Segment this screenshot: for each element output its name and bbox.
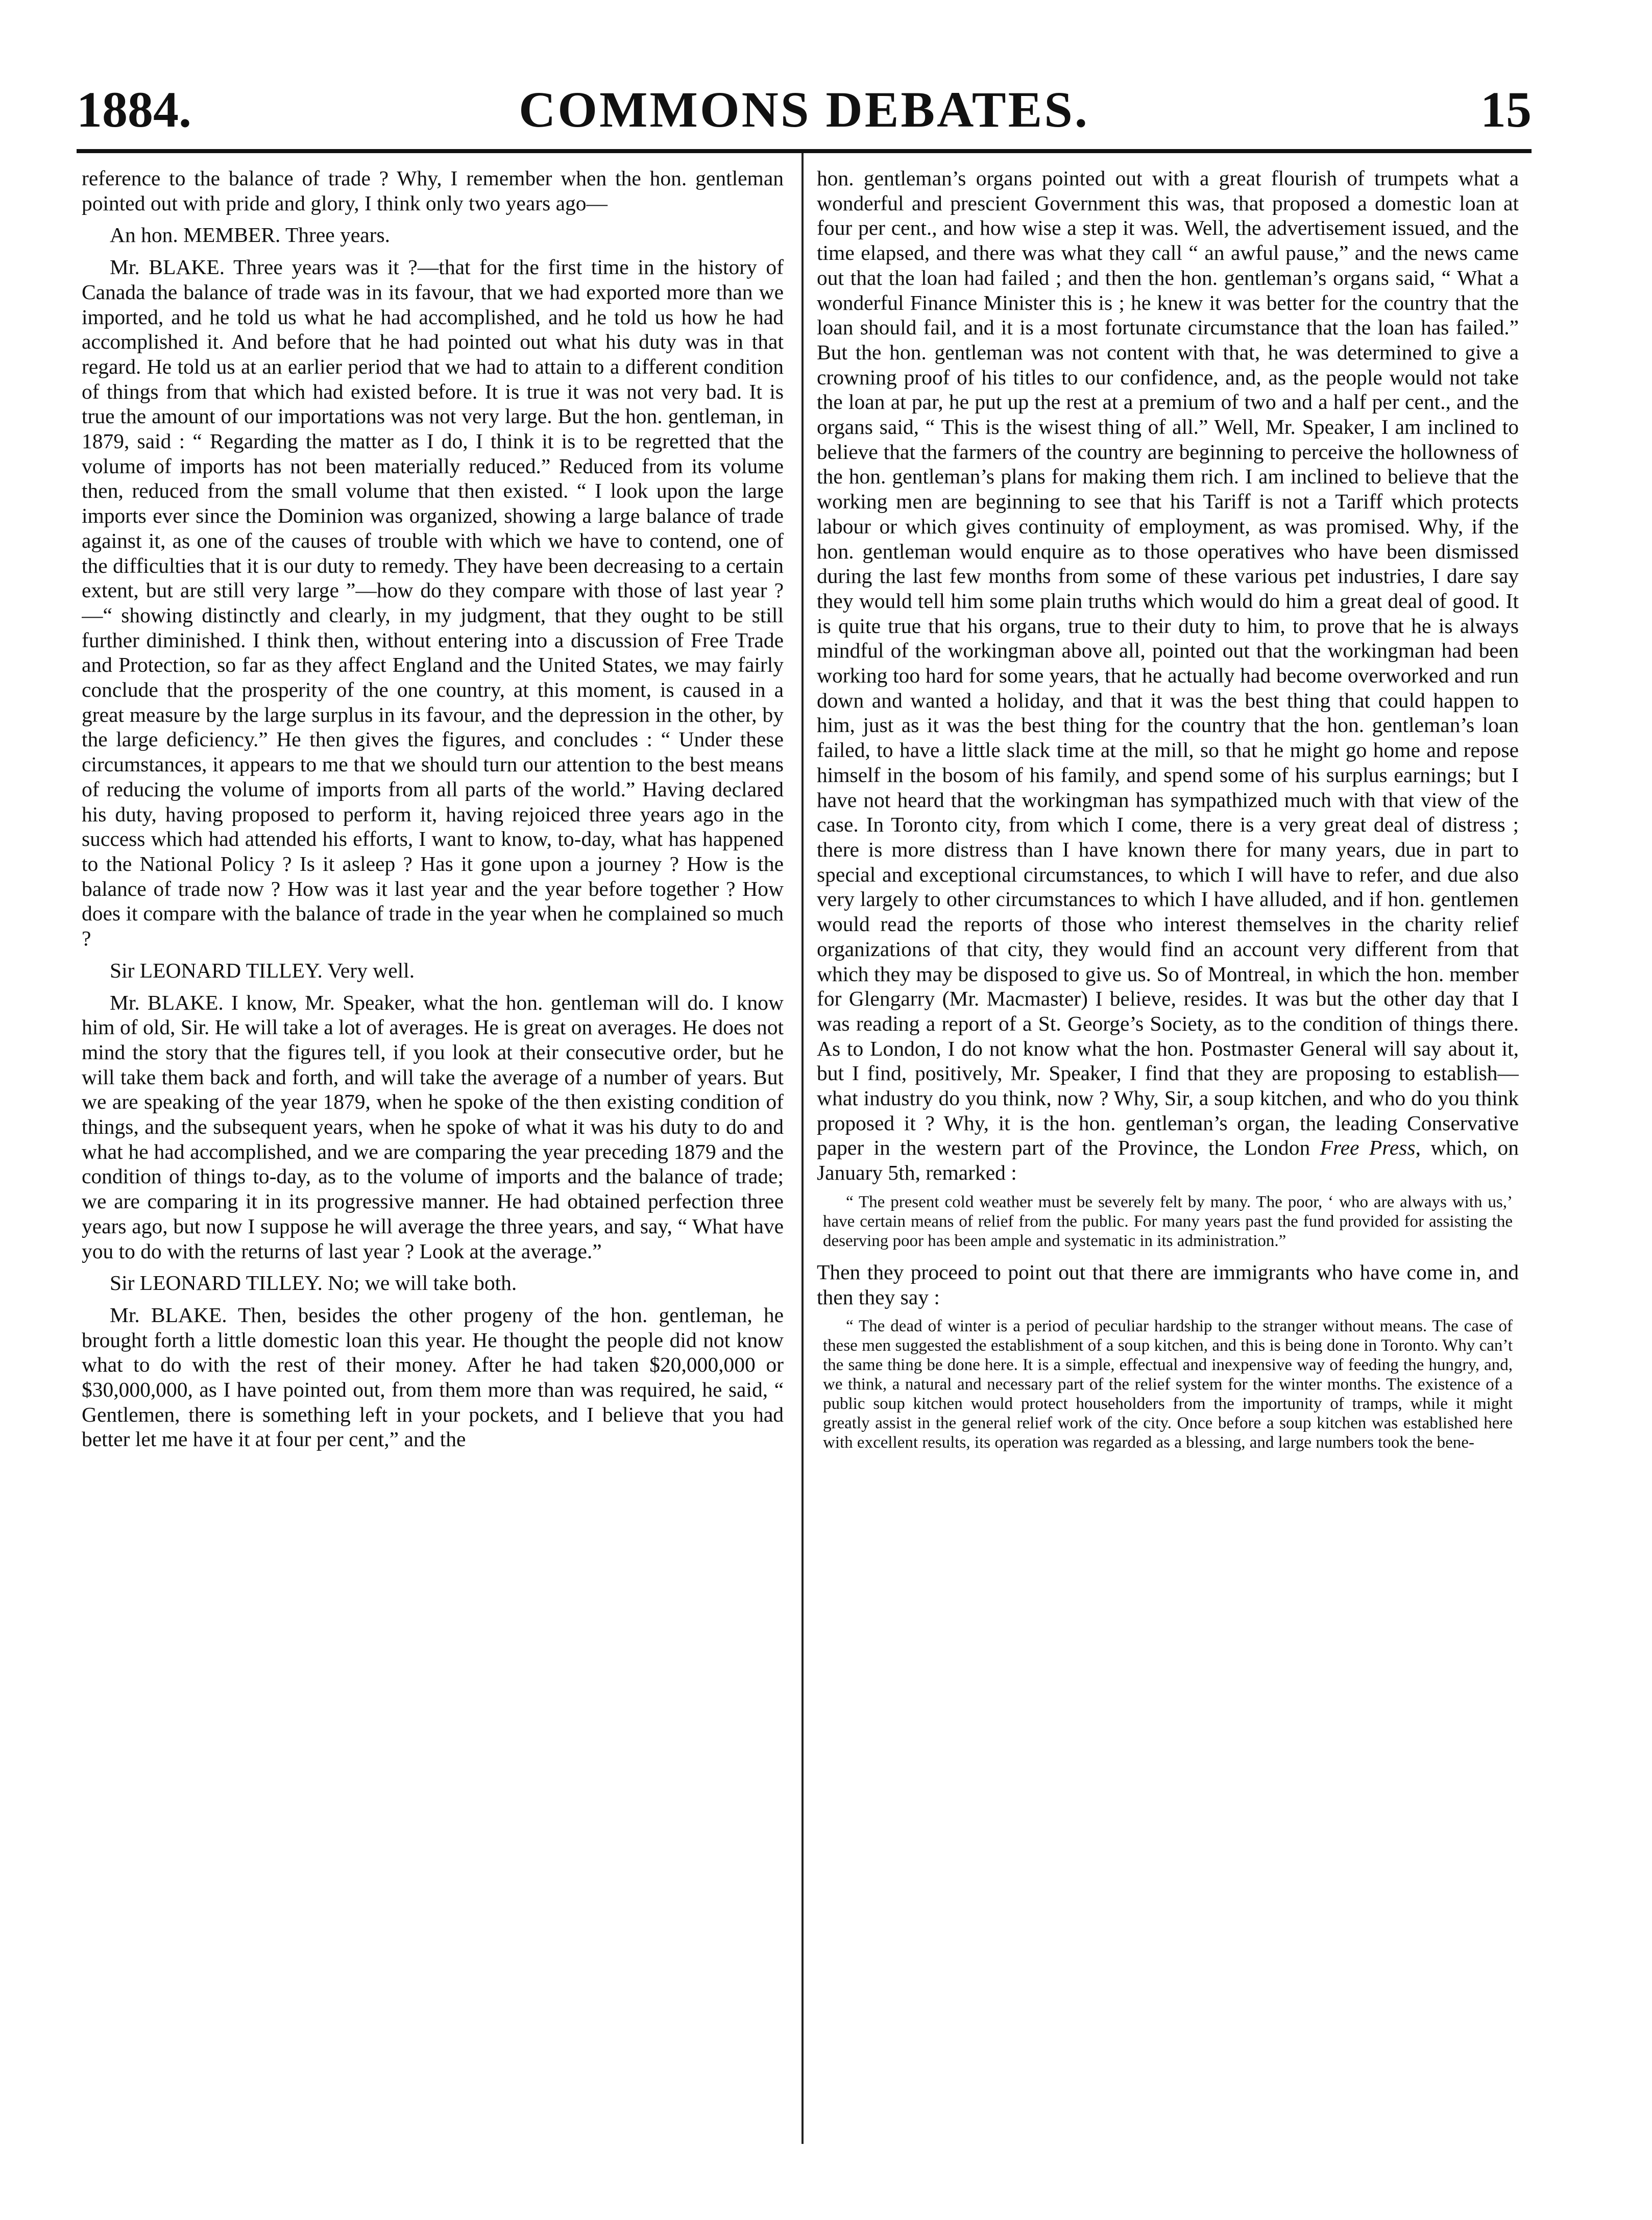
paragraph-tail: , which, on January 5th, remarked :: [817, 1136, 1519, 1185]
paragraph-text: hon. gentleman’s organs pointed out with a great flourish of trumpets what a wonderful and prescient Government this was, that proposed a domestic loan at four per cent., and how wise a step it was. Well, the advertisement issued, and the time elapsed, and there was what they call “ an awful pause,” and the news came out that the loan had failed ; and then the hon. gentleman’s organs said, “ What a wonderful Finance Minister this is ; he knew it was better for the country that the loan should fail, and it is a most fortunate circumstance that the loan has failed.” But the hon. gentleman was not content with that, he was determined to give a crowning proof of his titles to our confidence, and, as the people would not take the loan at par, he put up the rest at a premium of two and a half per cent., and the organs said, “ This is the wisest thing of all.” Well, Mr. Speaker, I am inclined to believe that the farmers of the country are beginning to perceive the hollowness of the hon. gentleman’s plans for making them rich. I am inclined to believe that the working men are beginning to see that his Tariff is not a Tariff which protects labour or which gives continuity of employment, as was promised. Why, if the hon. gentleman would enquire as to those operatives who have been dismissed during the last few months from some of these various pet industries, I dare say they would tell him some plain truths which would do him a great deal of good. It is quite true that his organs, true to their duty to him, to prove that he is always mindful of the workingman above all, pointed out that the workingman had been working too hard for some years, that he actually had become overworked and run down and wanted a holiday, and that it was the best thing that could happen to him, just as it was the best thing for the country that the hon. gentleman’s loan failed, to have a little slack time at the mill, so that he might go home and repose himself in the bosom of his family, and spend some of his surplus earnings; but I have not heard that the workingman has sympathized much with that view of the case. In Toronto city, from which I come, there is a very great deal of distress ; there is more distress than I have known there for many years, due in part to special and exceptional circumstances, to which I will have to refer, and due also very largely to other circumstances to which I have alluded, and if hon. gentlemen would read the reports of those who interest themselves in the charity relief organizations of that city, they would find an account very different from that which they may be disposed to give us. So of Montreal, in which the hon. member for Glengarry (Mr. Macmaster) I believe, resides. It was but the other day that I was reading a report of a St. George’s Society, as to the condition of things there. As to London, I do not know what the hon. Postmaster General will say about it, but I find, positively, Mr. Speaker, I find that they are proposing to establish— what industry do you think, now ? Why, Sir, a soup kitchen, and who do you think proposed it ? Why, it is the hon. gentleman’s organ, the leading Conservative paper in the western part of the Province, the London: [817, 166, 1519, 1160]
page-header: [77, 77, 1532, 143]
header-year: 1884.: [77, 81, 191, 138]
running-title: COMMONS DEBATES.: [519, 81, 1089, 138]
block-quote: “ The present cold weather must be severely felt by many. The poor, ‘ who are always with us,’ have certain means of relief from the public. For many years past the fund provided for assisting the deserving poor has been ample and systematic in its administration.”: [823, 1192, 1513, 1250]
speech-paragraph: Sir LEONARD TILLEY. Very well.: [110, 958, 415, 982]
left-column: [82, 166, 784, 2146]
block-quote: “ The dead of winter is a period of peculiar hardship to the stranger without means. The case of these men suggested the establishment of a soup kitchen, and this is being done in Toronto. Why can’t the same thing be done here. It is a simple, effectual and inexpensive way of feeding the hungry, and, we think, a natural and necessary part of the relief system for the winter months. The existence of a public soup kitchen would protect householders from the importunity of tramps, while it might greatly assist in the general relief work of the city. Once before a soup kitchen was established here with excellent results, its operation was regarded as a blessing, and large numbers took the bene-: [823, 1317, 1513, 1452]
speech-paragraph: Sir LEONARD TILLEY. No; we will take both.: [110, 1271, 517, 1295]
header-rule: [77, 149, 1532, 153]
paragraph-continued: [817, 166, 1519, 1185]
paragraph: Then they proceed to point out that there are immigrants who have come in, and then they say :: [817, 1260, 1519, 1309]
page-number: 15: [1480, 81, 1532, 138]
newspaper-name: Free Press: [1320, 1136, 1416, 1160]
right-column: [817, 166, 1519, 2146]
paragraph: reference to the balance of trade ? Why, I remember when the hon. gentleman pointed out with pride and glory, I think only two years ago—: [82, 166, 784, 215]
column-divider: [801, 153, 804, 2144]
speech-paragraph: Mr. BLAKE. Then, besides the other progeny of the hon. gentleman, he brought forth a little domestic loan this year. He thought the people did not know what to do with the rest of their money. After he had taken $20,000,000 or $30,000,000, as I have pointed out, from them more than was required, he said, “ Gentlemen, there is something left in your pockets, and I believe that you had better let me have it at four per cent,” and the: [82, 1303, 784, 1451]
speech-paragraph: Mr. BLAKE. Three years was it ?—that for the first time in the history of Canada the balance of trade was in its favour, that we had exported more than we imported, and he told us what he had accomplished, and he told us how he had accomplished it. And before that he had pointed out what his duty was in that regard. He told us at an earlier period that we had to attain to a different condition of things from that which had existed before. It is true it was not very bad. It is true the amount of our importations was not very large. But the hon. gentleman, in 1879, said : “ Regarding the matter as I do, I think it is to be regretted that the volume of imports has not been materially reduced.” Reduced from its volume then, reduced from the small volume that then existed. “ I look upon the large imports ever since the Dominion was organized, showing a large balance of trade against it, as one of the causes of trouble with which we have to contend, one of the difficulties that it is our duty to remedy. They have been decreasing to a certain extent, but are still very large ”—how do they compare with those of last year ?—“ showing distinctly and clearly, in my judgment, that they ought to be still further diminished. I think then, without entering into a discussion of Free Trade and Protection, so far as they affect England and the United States, we may fairly conclude that the prosperity of the one country, at this moment, is caused in a great measure by the large surplus in its favour, and the depression in the other, by the large deficiency.” He then gives the figures, and concludes : “ Under these circumstances, it appears to me that we should turn our attention to the best means of reducing the volume of imports from all parts of the world.” Having declared his duty, having proposed to perform it, having rejoiced three years ago in the success which had attended his efforts, I want to know, to-day, what has happened to the National Policy ? Is it asleep ? Has it gone upon a journey ? How is the balance of trade now ? How was it last year and the year before together ? How does it compare with the balance of trade in the year when he complained so much ?: [82, 255, 784, 950]
speech-paragraph: Mr. BLAKE. I know, Mr. Speaker, what the hon. gentleman will do. I know him of old, Sir. He will take a lot of averages. He is great on averages. He does not mind the story that the figures tell, if you look at their consecutive order, but he will take them back and forth, and will take the average of a number of years. But we are speaking of the year 1879, when he spoke of the then existing condition of things, and the subsequent years, when he spoke of what it was his duty to do and what he had accomplished, and we are comparing the year preceding 1879 and the condition of things to-day, as to the volume of imports and the balance of trade; we are comparing it in its progressive manner. He had obtained perfection three years ago, but now I suppose he will average the three years, and say, “ What have you to do with the returns of last year ? Look at the average.”: [82, 990, 784, 1263]
speech-paragraph: An hon. MEMBER. Three years.: [110, 223, 391, 247]
